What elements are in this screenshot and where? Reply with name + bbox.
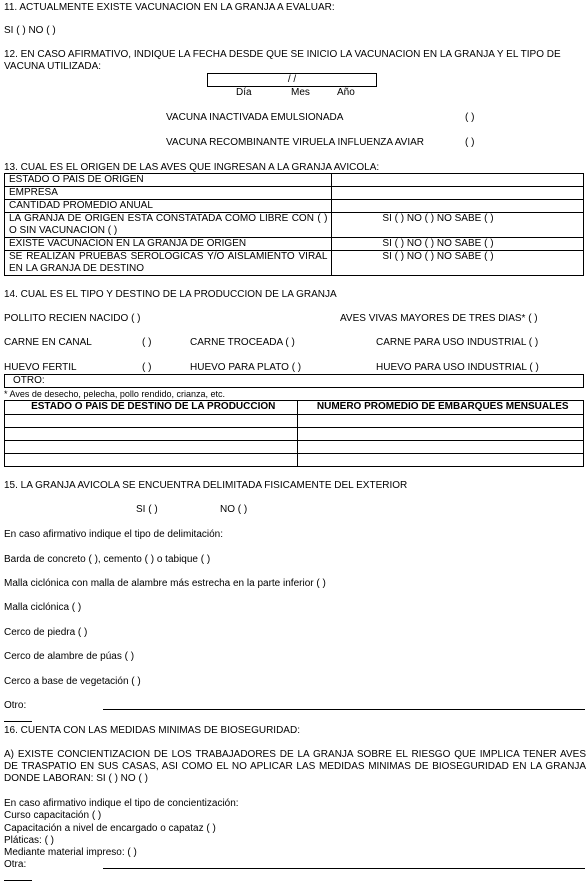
table-cell[interactable]	[298, 415, 584, 428]
origin-vaccination-label: EXISTE VACUNACION EN LA GRANJA DE ORIGEN	[5, 238, 332, 251]
table-cell[interactable]	[298, 428, 584, 441]
dest-header-shipments: NUMERO PROMEDIO DE EMBARQUES MENSUALES	[298, 401, 584, 415]
table-header-row	[5, 401, 584, 415]
table-cell[interactable]	[5, 454, 298, 467]
q15-title: 15. LA GRANJA AVICOLA SE ENCUENTRA DELIMITADA FISICAMENTE DEL EXTERIOR	[4, 480, 408, 491]
vaccine-inactivated-check[interactable]: ( )	[465, 112, 475, 123]
date-box[interactable]	[207, 73, 377, 87]
awareness-item[interactable]: Capacitación a nivel de encargado o capataz ( )	[4, 823, 216, 834]
option-carne-canal: CARNE EN CANAL	[4, 337, 92, 348]
option-huevo-fertil-check[interactable]: ( )	[142, 362, 152, 373]
q16-title: 16. CUENTA CON LAS MEDIDAS MINIMAS DE BIOSEGURIDAD:	[4, 725, 300, 736]
q15-intro: En caso afirmativo indique el tipo de delimitación:	[4, 529, 224, 540]
table-cell[interactable]	[5, 428, 298, 441]
vaccine-inactivated-label: VACUNA INACTIVADA EMULSIONADA	[166, 112, 344, 123]
q15-si[interactable]: SI ( )	[136, 504, 158, 515]
table-row	[5, 415, 584, 428]
destination-table	[4, 400, 584, 467]
awareness-item[interactable]: Mediante material impreso: ( )	[4, 847, 137, 858]
q13-title: 13. CUAL ES EL ORIGEN DE LAS AVES QUE INGRESAN A LA GRANJA AVICOLA:	[4, 162, 380, 173]
q16-otro-line[interactable]	[103, 868, 585, 869]
date-label-day: Día	[236, 87, 252, 98]
date-separators: / /	[287, 74, 297, 85]
q11-title: 11. ACTUALMENTE EXISTE VACUNACION EN LA GRANJA A EVALUAR:	[4, 2, 335, 13]
option-carne-canal-check[interactable]: ( )	[142, 337, 152, 348]
q16-otro-label: Otra:	[4, 859, 27, 870]
vaccine-recombinant-label: VACUNA RECOMBINANTE VIRUELA INFLUENZA AVIAR	[166, 137, 425, 148]
free-status-label: LA GRANJA DE ORIGEN ESTA CONSTATADA COMO LIBRE CON ( ) O SIN VACUNACION ( )	[5, 213, 332, 238]
option-carne-industrial[interactable]: CARNE PARA USO INDUSTRIAL ( )	[376, 337, 539, 348]
table-row	[5, 174, 584, 187]
company-answer[interactable]	[332, 187, 584, 200]
serology-answer[interactable]: SI ( ) NO ( ) NO SABE ( )	[332, 251, 584, 276]
table-row	[5, 428, 584, 441]
option-carne-troceada[interactable]: CARNE TROCEADA ( )	[190, 337, 295, 348]
otro-label: OTRO:	[13, 375, 45, 386]
option-huevo-plato[interactable]: HUEVO PARA PLATO ( )	[190, 362, 302, 373]
quantity-answer[interactable]	[332, 200, 584, 213]
q15-otro-label: Otro:	[4, 700, 27, 711]
option-aves-vivas[interactable]: AVES VIVAS MAYORES DE TRES DIAS* ( )	[340, 313, 538, 324]
dest-header-state: ESTADO O PAIS DE DESTINO DE LA PRODUCCION	[5, 401, 298, 415]
table-row	[5, 238, 584, 251]
delimitation-item[interactable]: Cerco de piedra ( )	[4, 627, 88, 638]
origin-vaccination-answer[interactable]: SI ( ) NO ( ) NO SABE ( )	[332, 238, 584, 251]
company-label: EMPRESA	[5, 187, 332, 200]
q12-title: 12. EN CASO AFIRMATIVO, INDIQUE LA FECHA DESDE QUE SE INICIO LA VACUNACION EN LA GRANJA Y EL TIPO DE VACUNA UTILIZADA:	[4, 49, 561, 72]
q14-title: 14. CUAL ES EL TIPO Y DESTINO DE LA PRODUCCION DE LA GRANJA	[4, 289, 337, 300]
q16-otro-line-cont	[4, 880, 32, 881]
q16-a-text: A) EXISTE CONCIENTIZACION DE LOS TRABAJADORES DE LA GRANJA SOBRE EL RIESGO QUE IMPLICA TENER AVES DE TRASPATIO EN SUS CASAS, ASI COMO EL NO APLICAR LAS MEDIDAS MINIMAS DE BIOSEGURIDAD EN LA GRANJA DONDE LABORAN: SI ( ) NO ( )	[4, 749, 586, 784]
footnote: * Aves de desecho, pelecha, pollo rendido, crianza, etc.	[4, 389, 225, 399]
quantity-label: CANTIDAD PROMEDIO ANUAL	[5, 200, 332, 213]
table-row	[5, 454, 584, 467]
delimitation-item[interactable]: Barda de concreto ( ), cemento ( ) o tabique ( )	[4, 554, 211, 565]
date-label-year: Año	[337, 87, 355, 98]
q15-otro-line[interactable]	[103, 709, 585, 710]
q11-answers[interactable]: SI ( ) NO ( )	[4, 25, 56, 36]
table-row	[5, 251, 584, 276]
origin-label: ESTADO O PAIS DE ORIGEN	[5, 174, 332, 187]
origin-answer[interactable]	[332, 174, 584, 187]
origin-table	[4, 173, 584, 276]
table-cell[interactable]	[298, 441, 584, 454]
table-row	[5, 441, 584, 454]
serology-label: SE REALIZAN PRUEBAS SEROLOGICAS Y/O AISLAMIENTO VIRAL EN LA GRANJA DE DESTINO	[5, 251, 332, 276]
otro-box[interactable]	[4, 374, 584, 388]
vaccine-recombinant-check[interactable]: ( )	[465, 137, 475, 148]
table-row	[5, 200, 584, 213]
free-status-answer[interactable]: SI ( ) NO ( ) NO SABE ( )	[332, 213, 584, 238]
awareness-item[interactable]: Curso capacitación ( )	[4, 810, 102, 821]
table-cell[interactable]	[298, 454, 584, 467]
option-huevo-industrial[interactable]: HUEVO PARA USO INDUSTRIAL ( )	[376, 362, 539, 373]
delimitation-item[interactable]: Cerco de alambre de púas ( )	[4, 651, 135, 662]
table-row	[5, 187, 584, 200]
q16-intro: En caso afirmativo indique el tipo de concientización:	[4, 798, 239, 809]
delimitation-item[interactable]: Malla ciclónica con malla de alambre más estrecha en la parte inferior ( )	[4, 578, 326, 589]
date-label-month: Mes	[291, 87, 310, 98]
table-row	[5, 213, 584, 238]
option-pollito[interactable]: POLLITO RECIEN NACIDO ( )	[4, 313, 141, 324]
delimitation-item[interactable]: Cerco a base de vegetación ( )	[4, 676, 141, 687]
option-huevo-fertil: HUEVO FERTIL	[4, 362, 77, 373]
q15-otro-line-cont	[4, 721, 32, 722]
q15-no[interactable]: NO ( )	[220, 504, 248, 515]
delimitation-item[interactable]: Malla ciclónica ( )	[4, 602, 82, 613]
table-cell[interactable]	[5, 415, 298, 428]
awareness-item[interactable]: Pláticas: ( )	[4, 835, 55, 846]
table-cell[interactable]	[5, 441, 298, 454]
